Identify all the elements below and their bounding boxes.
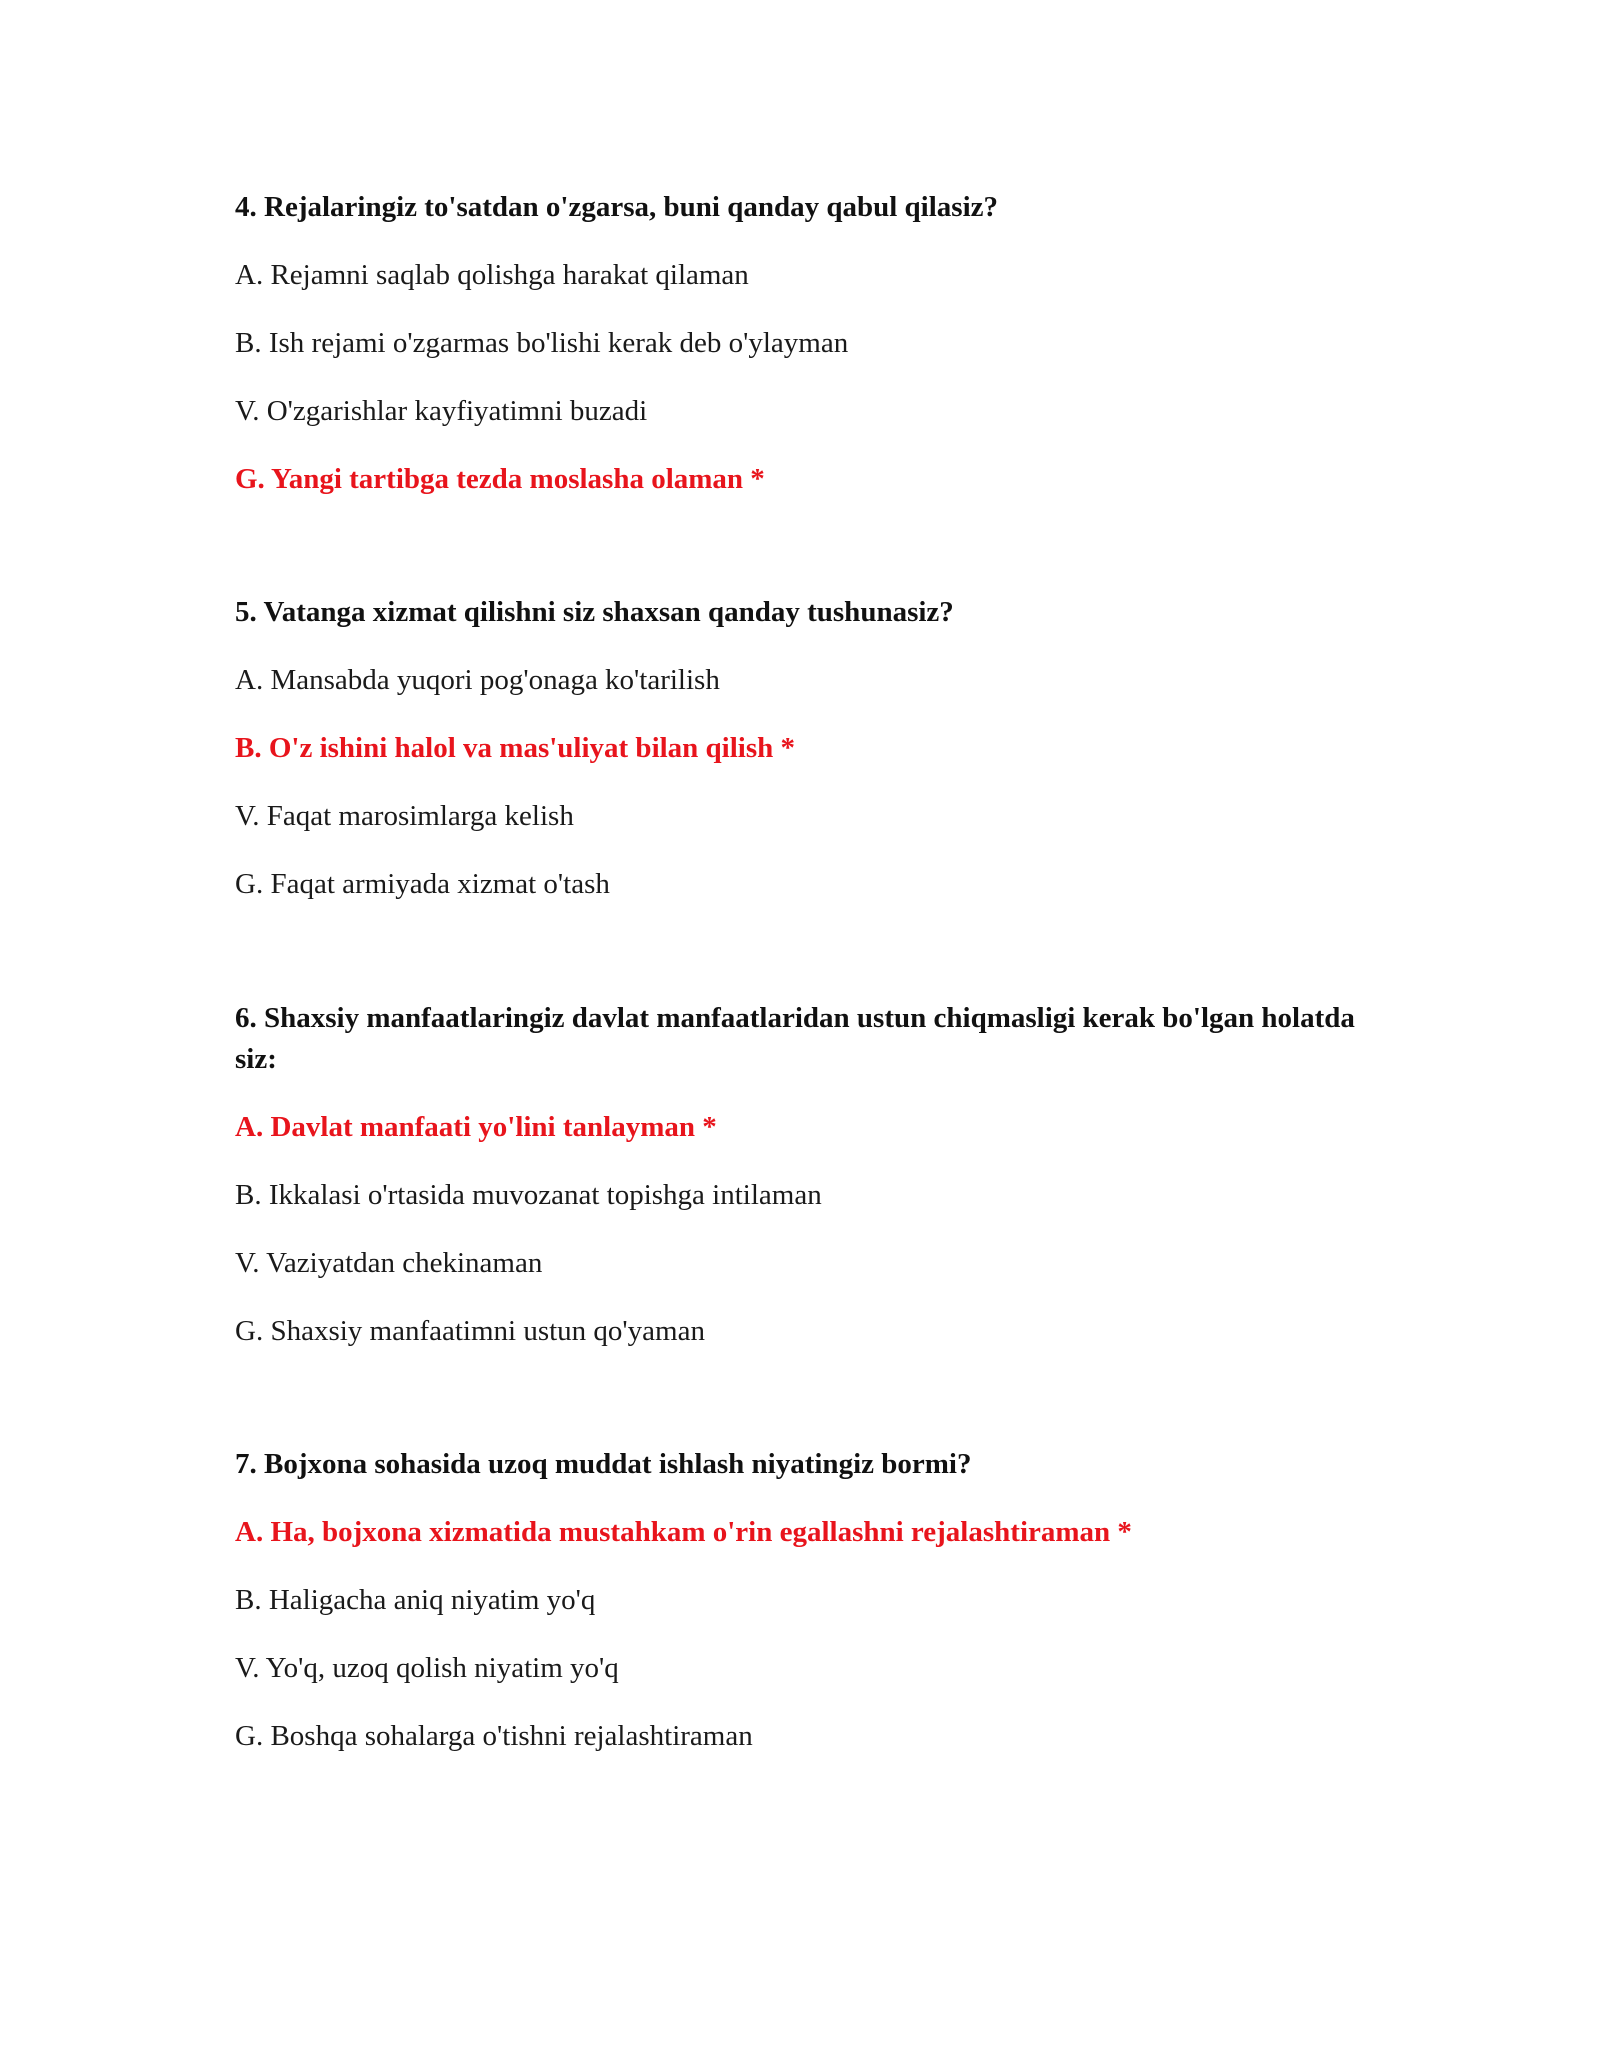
answer-option-a: A. Mansabda yuqori pog'onaga ko'tarilish	[235, 664, 720, 696]
question-5	[235, 592, 1365, 932]
question-title: 7. Bojxona sohasida uzoq muddat ishlash niyatingiz bormi?	[235, 1448, 972, 1480]
question-6	[235, 998, 1365, 1379]
answer-option-g: G. Yangi tartibga tezda moslasha olaman *	[235, 463, 765, 495]
question-title: 4. Rejalaringiz to'satdan o'zgarsa, buni qanday qabul qilasiz?	[235, 191, 998, 223]
answer-option-a: A. Ha, bojxona xizmatida mustahkam o'rin egallashni rejalashtiraman *	[235, 1516, 1132, 1548]
question-4	[235, 187, 1365, 527]
answer-option-v: V. Faqat marosimlarga kelish	[235, 800, 574, 832]
answer-option-b: B. O'z ishini halol va mas'uliyat bilan qilish *	[235, 732, 796, 764]
answer-option-b: B. Ikkalasi o'rtasida muvozanat topishga intilaman	[235, 1179, 822, 1211]
answer-option-v: V. O'zgarishlar kayfiyatimni buzadi	[235, 395, 648, 427]
question-title: 5. Vatanga xizmat qilishni siz shaxsan qanday tushunasiz?	[235, 596, 954, 628]
question-7	[235, 1444, 1365, 1784]
question-title: 6. Shaxsiy manfaatlaringiz davlat manfaatlaridan ustun chiqmasligi kerak bo'lgan holatda siz:	[235, 1002, 1355, 1075]
answer-option-v: V. Yo'q, uzoq qolish niyatim yo'q	[235, 1652, 619, 1684]
answer-option-b: B. Ish rejami o'zgarmas bo'lishi kerak deb o'ylayman	[235, 327, 849, 359]
answer-option-g: G. Boshqa sohalarga o'tishni rejalashtiraman	[235, 1720, 753, 1752]
answer-option-a: A. Davlat manfaati yo'lini tanlayman *	[235, 1111, 717, 1143]
answer-option-g: G. Faqat armiyada xizmat o'tash	[235, 868, 610, 900]
answer-option-v: V. Vaziyatdan chekinaman	[235, 1247, 543, 1279]
answer-option-g: G. Shaxsiy manfaatimni ustun qo'yaman	[235, 1315, 705, 1347]
answer-option-a: A. Rejamni saqlab qolishga harakat qilaman	[235, 259, 749, 291]
answer-option-b: B. Haligacha aniq niyatim yo'q	[235, 1584, 596, 1616]
